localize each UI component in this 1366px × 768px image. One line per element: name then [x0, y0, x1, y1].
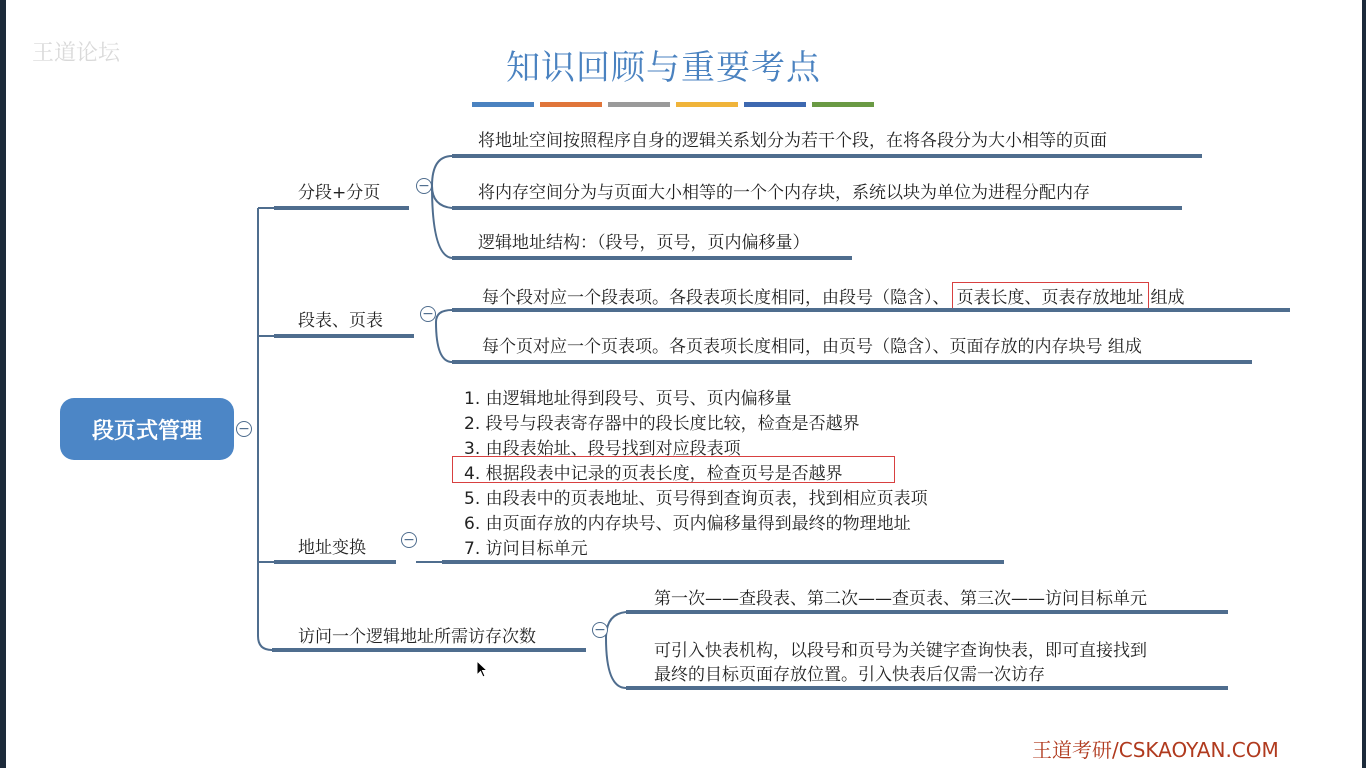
- branch-segment-page-table[interactable]: 段表、页表: [298, 311, 383, 331]
- leaf-tlb-line-1: 可引入快表机构，以段号和页号为关键字查询快表，即可直接找到: [654, 641, 1147, 661]
- leaf-underline: [442, 560, 1004, 564]
- collapse-icon-branch-1[interactable]: −: [416, 178, 432, 194]
- branch-segment-paging[interactable]: 分段+分页: [298, 183, 381, 203]
- slide: [6, 0, 1362, 768]
- leaf-segment-entry-text: 每个段对应一个段表项。各段表项长度相同，由段号（隐含）、: [482, 288, 950, 308]
- step-5: 5. 由段表中的页表地址、页号得到查询页表，找到相应页表项: [464, 489, 928, 509]
- branch-memory-access-count[interactable]: 访问一个逻辑地址所需访存次数: [298, 627, 536, 647]
- step-3: 3. 由段表始址、段号找到对应段表项: [464, 439, 741, 459]
- leaf-segment-entry: [482, 282, 1185, 309]
- collapse-icon-branch-4[interactable]: −: [592, 622, 608, 638]
- leaf-three-accesses: 第一次——查段表、第二次——查页表、第三次——访问目标单元: [654, 589, 1147, 609]
- collapse-icon-branch-2[interactable]: −: [420, 306, 436, 322]
- collapse-icon-branch-3[interactable]: −: [401, 532, 417, 548]
- leaf-underline: [452, 206, 1182, 210]
- leaf-underline: [626, 686, 1228, 690]
- page-title: 知识回顾与重要考点: [506, 48, 821, 88]
- collapse-icon-root[interactable]: −: [236, 421, 252, 437]
- branch-underline: [272, 648, 586, 652]
- step-6: 6. 由页面存放的内存块号、页内偏移量得到最终的物理地址: [464, 514, 911, 534]
- footer-brand: 王道考研/CSKAOYAN.COM: [1032, 738, 1279, 762]
- step-4: 4. 根据段表中记录的页表长度，检查页号是否越界: [464, 464, 843, 484]
- root-node[interactable]: 段页式管理: [60, 398, 234, 460]
- leaf-memory-space: 将内存空间分为与页面大小相等的一个个内存块，系统以块为单位为进程分配内存: [478, 183, 1090, 203]
- step-7: 7. 访问目标单元: [464, 539, 588, 559]
- step-1: 1. 由逻辑地址得到段号、页号、页内偏移量: [464, 389, 792, 409]
- leaf-page-entry: 每个页对应一个页表项。各页表项长度相同，由页号（隐含）、页面存放的内存块号 组成: [482, 337, 1142, 357]
- leaf-underline: [452, 256, 852, 260]
- leaf-underline: [452, 308, 1290, 312]
- leaf-underline: [452, 360, 1252, 364]
- branch-underline: [274, 206, 409, 210]
- leaf-underline: [452, 154, 1202, 158]
- highlight-step-4: [452, 456, 895, 483]
- branch-underline: [274, 560, 396, 564]
- leaf-tlb-line-2: 最终的目标页面存放位置。引入快表后仅需一次访存: [654, 665, 1045, 685]
- step-2: 2. 段号与段表寄存器中的段长度比较，检查是否越界: [464, 414, 860, 434]
- highlight-page-table-info: 页表长度、页表存放地址: [952, 282, 1149, 309]
- leaf-logical-address: 逻辑地址结构：（段号，页号，页内偏移量）: [478, 233, 810, 253]
- watermark-logo: 王道论坛: [32, 41, 121, 66]
- branch-underline: [274, 334, 414, 338]
- leaf-segment-entry-suffix: 组成: [1150, 288, 1185, 308]
- leaf-underline: [626, 610, 1228, 614]
- branch-address-translation[interactable]: 地址变换: [298, 538, 366, 558]
- leaf-address-space: 将地址空间按照程序自身的逻辑关系划分为若干个段，在将各段分为大小相等的页面: [478, 131, 1107, 151]
- mouse-cursor-icon: [476, 660, 490, 680]
